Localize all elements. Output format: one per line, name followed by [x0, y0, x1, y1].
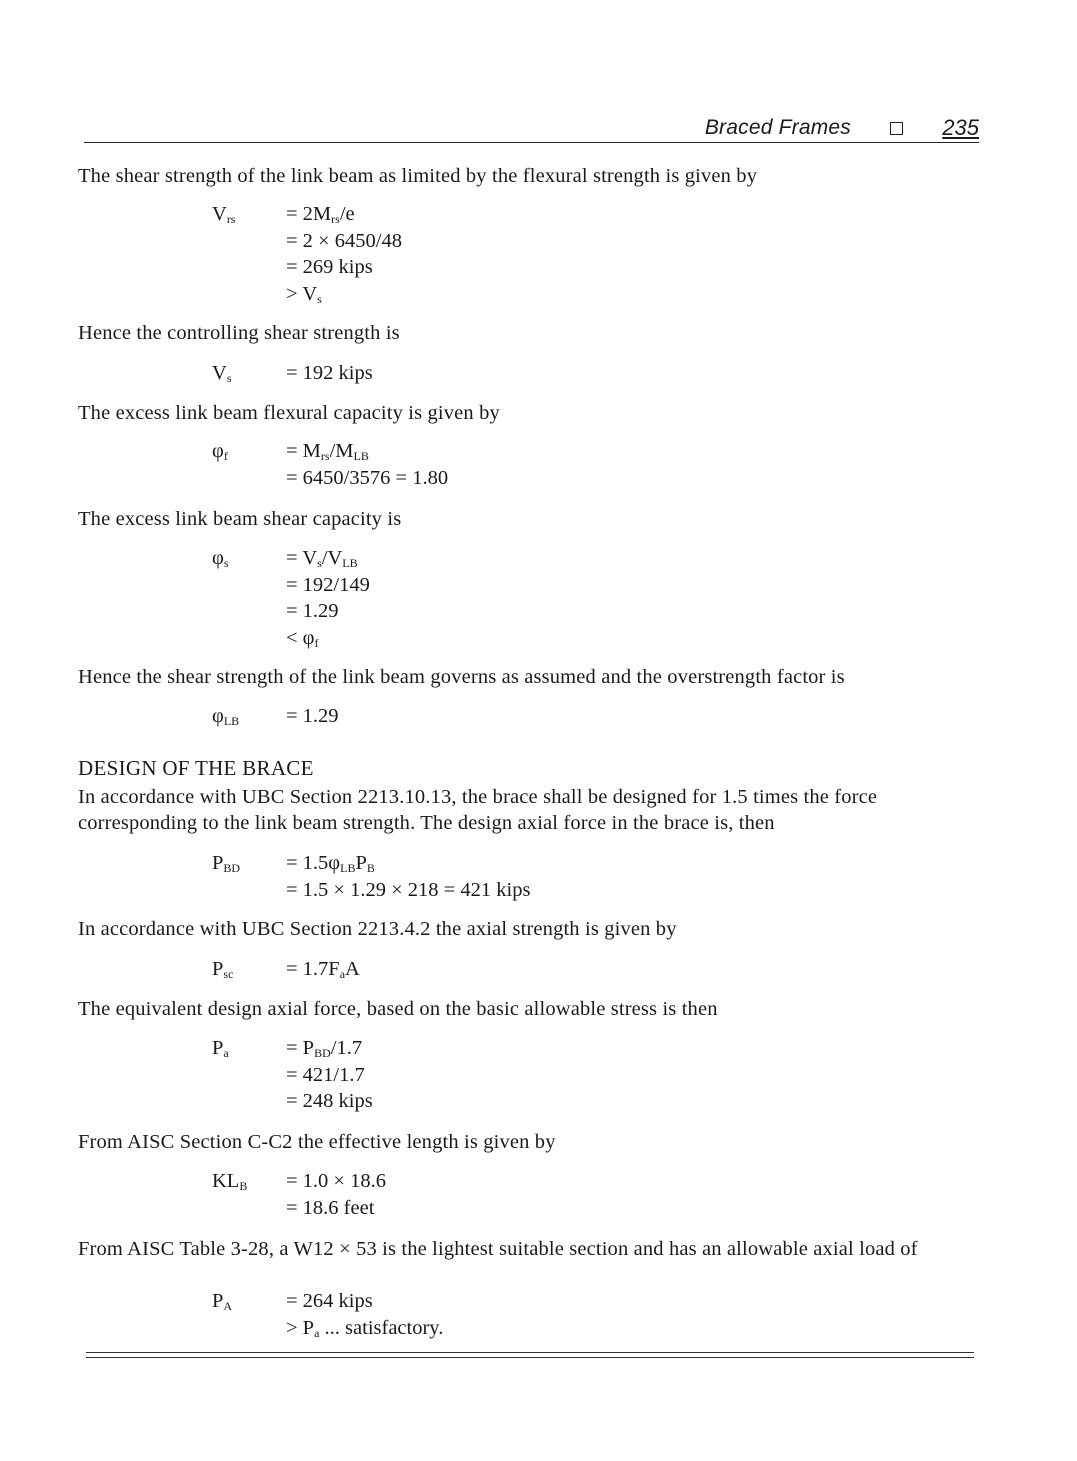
- paragraph: Hence the controlling shear strength is: [78, 322, 400, 344]
- paragraph: The equivalent design axial force, based on the basic allowable stress is then: [78, 998, 718, 1020]
- page-number: 235: [942, 115, 979, 140]
- footer-rule: [86, 1352, 974, 1353]
- paragraph: In accordance with UBC Section 2213.4.2 the axial strength is given by: [78, 918, 677, 940]
- paragraph: The excess link beam flexural capacity is given by: [78, 402, 500, 424]
- paragraph: The excess link beam shear capacity is: [78, 508, 402, 530]
- paragraph: Hence the shear strength of the link beam governs as assumed and the overstrength factor is: [78, 666, 845, 688]
- paragraph: From AISC Section C-C2 the effective length is given by: [78, 1131, 556, 1153]
- footer-rule: [86, 1357, 974, 1358]
- paragraph: From AISC Table 3-28, a W12 × 53 is the lightest suitable section and has an allowable axial load of: [78, 1238, 918, 1260]
- paragraph: In accordance with UBC Section 2213.10.13, the brace shall be designed for 1.5 times the force corresponding to the link beam strength. The design axial force in the brace is, then: [78, 786, 878, 834]
- paragraph: The shear strength of the link beam as limited by the flexural strength is given by: [78, 165, 758, 187]
- running-header: [84, 112, 979, 143]
- section-title: Braced Frames: [704, 116, 851, 139]
- section-heading: DESIGN OF THE BRACE: [78, 756, 314, 780]
- square-icon: [890, 122, 903, 135]
- document-page: Braced Frames 235 The shear strength of the link beam as limited by the flexural strength is given by $V_{rs}$ = $2M_{rs}/e$ = 2 × 6450/48 = 269 kips > $V_s$ Hence the controlling shear strength is $V_s$ = 192 kips The excess link beam flexural capacity is given by $\varphi_f$ = $M_{rs}/M_{LB}$ = 6450/3576 = 1.80 The excess link beam shear capacity is $\varphi_s$ = $V_s/V_{LB}$ = 192/149 = 1.29 < $\varphi_f$ Hence the shear strength of the link beam governs as assumed and the overstrength factor is $\varphi_{LB}$ = 1.29 DESIGN OF THE BRACE In accordance with UBC Section 2213.10.13, the brace shall be designed for 1.5 times the force corresponding to the link beam strength. The design axial force in the brace is, then $P_{BD}$ = $1.5\varphi_{LB}P_B$ = 1.5 × 1.29 × 218 = 421 kips In accordance with UBC Section 2213.4.2 the axial strength is given by $P_{sc}$ = $1.7F_aA$ The equivalent design axial force, based on the basic allowable stress is then $P_a$ = $P_{BD}/1.7$ = 421/1.7 = 248 kips From AISC Section C-C2 the effective length is given by $KL_B$ = 1.0 × 18.6 = 18.6 feet From AISC Table 3-28, a W12 × 53 is the lightest suitable section and has an allowable axial load of $P_A$ = 264 kips > $P_a$ ... satisfactory.: [0, 0, 1077, 1461]
